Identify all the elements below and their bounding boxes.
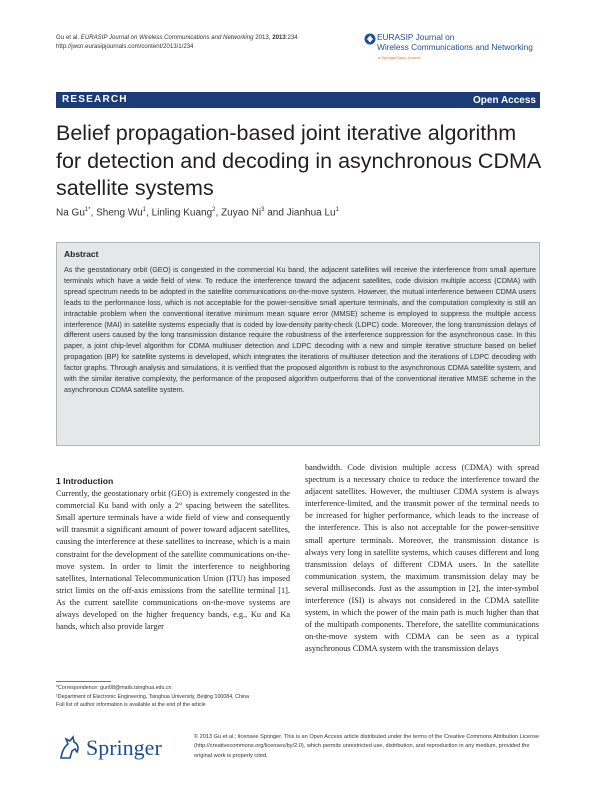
body-paragraph: Currently, the geostationary orbit (GEO) is extremely congested in the commercial Ku band with only a 2° spacing between the satellites. Small aperture terminals have a wide field of view and consequently will transmit a significant amount of power toward adjacent satellites, causing the interference at these satellites to increase, which is a main constraint for the development of the satellite communications on-the-move system. In order to limit the interference to neighboring satellites, International Telecommunication Union (ITU) has imposed strict limits on the off-axis emissions from the satellite terminal [1]. As the current satellite communications on-the-move systems are always developed on the higher frequency bands, e.g., Ku and Ka bands, which also provide larger — [56, 489, 290, 632]
citation-header — [56, 33, 298, 51]
author-info-note: Full list of author information is available at the end of the article — [56, 702, 206, 709]
eurasip-logo-icon — [364, 33, 376, 45]
affiliation-note: ¹Department of Electronic Engineering, Tsinghua University, Beijing 100084, China — [56, 693, 249, 700]
section-bar — [56, 92, 540, 108]
author-affiliation-mark: 1* — [84, 207, 91, 213]
author-affiliation-mark: 1 — [335, 207, 339, 213]
citation-authors: Gu et al. — [56, 34, 80, 41]
author-affiliation-mark: 2 — [212, 207, 216, 213]
article-url[interactable]: http://jwcn.eurasipjournals.com/content/2013/1/234 — [56, 43, 194, 50]
journal-logo — [364, 32, 554, 68]
section-heading-introduction: 1 Introduction — [56, 476, 114, 486]
body-column-right — [305, 462, 539, 656]
body-paragraph: bandwidth. Code division multiple access (CDMA) with spread spectrum is a necessary choice to reduce the interference toward the adjacent satellites. However, the multiuser CDMA system is always interference-limited, and the transmit power of the terminal needs to be increased for higher performance, which leads to the increase of the interference. This is also not acceptable for the power-sensitive small aperture terminals. Moreover, the transmission distance is always very long in satellite systems, which causes different and long transmission delays of different CDMA users. In the satellite communication system, the maximum transmission delay may be several milliseconds. Just as the assumption in [2], the inter-symbol interference (ISI) is always not considered in the CDMA satellite system, in which the power of the main path is much higher than that of the multipath components. Therefore, the satellite communications on-the-move system with CDMA can be seen as a typical asynchronous CDMA system with the transmission delays — [305, 463, 539, 654]
journal-logo-line2: Wireless Communications and Networking — [377, 42, 533, 52]
author-name: Na Gu — [56, 207, 85, 219]
open-access-label: Open Access — [473, 94, 536, 106]
author-name: Sheng Wu — [96, 207, 143, 219]
section-label: RESEARCH — [62, 94, 128, 105]
citation-journal: EURASIP Journal on Wireless Communications and Networking — [80, 34, 254, 41]
abstract-heading: Abstract — [64, 249, 99, 259]
footnote-divider — [56, 681, 111, 682]
abstract-text: As the geostationary orbit (GEO) is congested in the commercial Ku band, the adjacent satellites will receive the interference from small aperture terminals which have a wide field of view. To reduce the interference toward the adjacent satellites, code division multiple access (CDMA) with spread spectrum needs to be adopted in the satellite communications on-the-move system. However, the mutual interference between CDMA users leads to the performance loss, which is not acceptable for the power-sensitive small aperture terminals, and the computation complexity is still an intractable problem when the conventional iterative minimum mean square error (MMSE) scheme is employed to suppress the multiple access interference (MAI) in satellite systems especially that is coded by low-density parity-check (LDPC) code. Moreover, the long transmission delays of different users caused by the long transmission distance require the robustness of the interference suppression for the asynchronous case. In this paper, a joint chip-level algorithm for CDMA multiuser detection and LDPC decoding with a new and simple iterative structure based on belief propagation (BP) for satellite systems is developed, which integrates the iterations of multiuser detection and the iterations of LDPC decoding with factor graphs. Through analysis and simulations, it is verified that the proposed algorithm is robust to the asynchronous CDMA satellite system, and with the similar iterative complexity, the performance of the proposed algorithm outperforms that of the conventional iterative MMSE scheme in the asynchronous CDMA satellite system. — [64, 265, 536, 394]
author-list: Na $Gu^{1*}$, Sheng Wu$^1$, Linling Kuang$^2$, Zuyao Ni$^3$ and Jianhua Lu$^1$ — [56, 207, 339, 219]
citation-article: :234 — [285, 34, 298, 41]
citation-year: 2013, — [255, 34, 271, 41]
springer-horse-icon — [56, 733, 83, 761]
author-name: Linling Kuang — [151, 207, 213, 219]
correspondence-note: *Correspondence: gun08@mails.tsinghua.edu.cn — [56, 685, 172, 691]
journal-logo-line1: EURASIP Journal on — [377, 32, 455, 42]
author-name: Zuyao Ni — [221, 207, 262, 219]
citation-year-bold: 2013 — [272, 34, 286, 41]
springer-wordmark: Springer — [86, 735, 162, 760]
license-text: © 2013 Gu et al.; licensee Springer. This is an Open Access article distributed under the terms of the Creative Commons Attribution License (http://creativecommons.org/licenses/by/2.0), which permits unrestricted use, distribution, and reproduction in any medium, provided the original work is properly cited. — [194, 734, 540, 759]
abstract-box — [56, 242, 540, 446]
springer-logo — [56, 733, 186, 763]
author-affiliation-mark: 1 — [142, 207, 146, 213]
journal-logo-text — [377, 32, 533, 52]
author-name: Jianhua Lu — [286, 207, 336, 219]
footnotes — [56, 684, 290, 710]
article-title: Belief propagation-based joint iterative algorithm for detection and decoding in asynchronous CDMA satellite systems — [56, 121, 541, 200]
journal-logo-sub: a SpringerOpen Journal — [378, 55, 421, 60]
body-column-left — [56, 475, 290, 633]
author-affiliation-mark: 3 — [261, 207, 265, 213]
